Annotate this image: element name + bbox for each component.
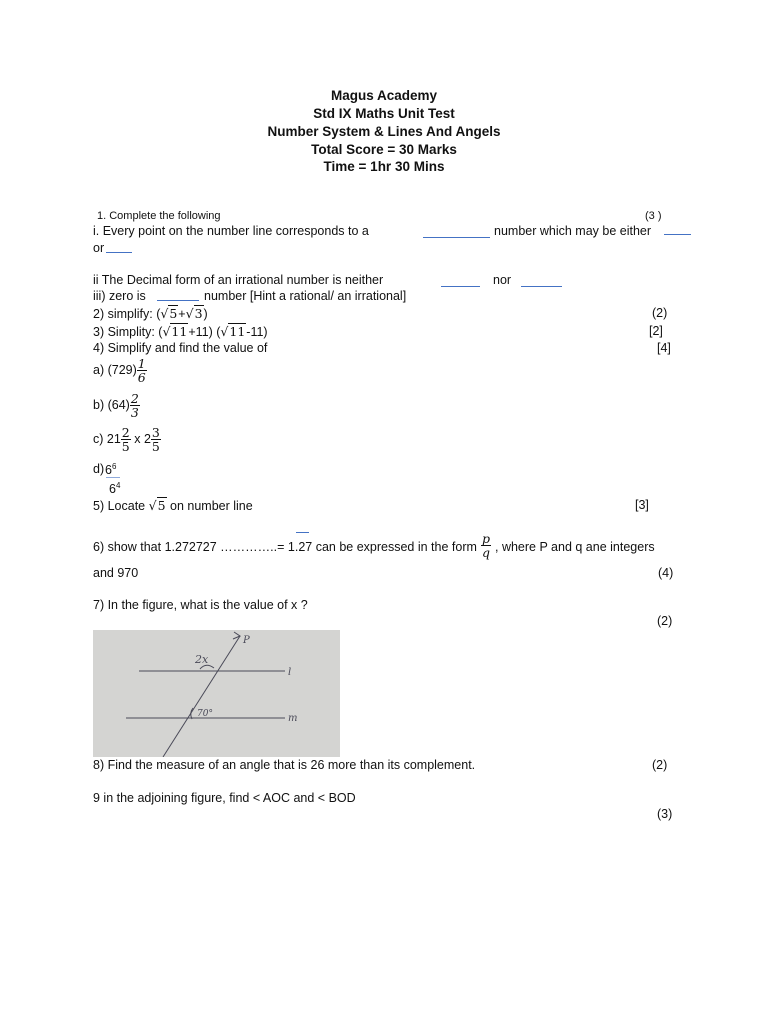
sqrt-icon: √ bbox=[148, 498, 157, 513]
q6-p-over-q bbox=[481, 532, 491, 559]
q1-marks: (3 ) bbox=[645, 210, 662, 222]
parallel-lines-figure bbox=[93, 630, 340, 757]
total-score: Total Score = 30 Marks bbox=[311, 142, 457, 157]
q1-heading: 1. Complete the following bbox=[97, 210, 221, 222]
q4-c-fraction-1 bbox=[121, 426, 131, 453]
q2-close: ) bbox=[203, 307, 208, 321]
q1-i-blank-2[interactable] bbox=[664, 234, 691, 235]
q2-plus: + bbox=[178, 307, 186, 321]
q5-radicand: 5 bbox=[157, 498, 166, 513]
q4-d-label: d) bbox=[93, 462, 105, 476]
q2-marks: (2) bbox=[652, 306, 668, 320]
q1-i-text-a: i. Every point on the number line corresponds to a bbox=[93, 224, 369, 238]
q5-text-a: 5) Locate bbox=[93, 499, 146, 513]
q1-ii-blank-2[interactable] bbox=[521, 286, 562, 287]
sqrt-icon: √ bbox=[185, 306, 194, 321]
q4-d-num-exp: 6 bbox=[111, 462, 117, 471]
q4-b-den: 3 bbox=[130, 405, 139, 421]
q4-c-times: x 2 bbox=[134, 431, 151, 446]
q4-b bbox=[93, 392, 140, 419]
q7-figure-photo bbox=[93, 630, 340, 757]
school-name: Magus Academy bbox=[330, 88, 438, 103]
q4-a-den: 6 bbox=[137, 370, 146, 386]
q3-line bbox=[93, 324, 268, 339]
q1-ii-text-b: nor bbox=[493, 273, 512, 287]
figure-label-2x: 2x bbox=[195, 653, 209, 666]
q3-end: -11) bbox=[246, 325, 268, 339]
q3-mid: +11) ( bbox=[188, 325, 221, 339]
q7-marks: (2) bbox=[657, 614, 673, 628]
q5-text-b: on number line bbox=[170, 499, 253, 513]
q3-radicand-2: 11 bbox=[229, 324, 246, 339]
q3-marks: [2] bbox=[649, 324, 663, 338]
q4-c-den-2: 5 bbox=[151, 439, 160, 455]
test-title: Std IX Maths Unit Test bbox=[313, 106, 455, 121]
q4-d-numerator bbox=[105, 462, 116, 477]
q1-i-blank-1[interactable] bbox=[423, 237, 490, 238]
figure-label-l: l bbox=[288, 667, 292, 678]
sqrt-icon: √ bbox=[160, 306, 169, 321]
q3-radicand-1: 11 bbox=[171, 324, 188, 339]
q4-b-base: b) (64) bbox=[93, 397, 130, 412]
q1-i-text-c: or bbox=[93, 241, 105, 255]
q1-ii-text-a: ii The Decimal form of an irrational number is neither bbox=[93, 273, 384, 287]
test-duration: Time = 1hr 30 Mins bbox=[323, 159, 445, 174]
q4-label: 4) Simplify and find the value of bbox=[93, 341, 268, 355]
q4-d-num-base: 6 bbox=[105, 463, 112, 478]
q1-iii-blank[interactable] bbox=[157, 300, 199, 301]
q4-c-num-2: 3 bbox=[151, 425, 160, 440]
q3-label: 3) Simplity: ( bbox=[93, 325, 163, 339]
q4-a-base: a) (729) bbox=[93, 362, 137, 377]
q1-i-text-b: number which may be either bbox=[494, 224, 652, 238]
q5-line bbox=[93, 498, 253, 513]
q4-a-exponent bbox=[137, 357, 147, 384]
q6-text-b: , where P and q ane integers bbox=[495, 540, 655, 554]
q1-ii-blank-1[interactable] bbox=[441, 286, 480, 287]
q4-c bbox=[93, 426, 161, 453]
q1-iii-text-b: number [Hint a rational/ an irrational] bbox=[204, 289, 407, 303]
q8-marks: (2) bbox=[652, 758, 668, 772]
fraction-bar bbox=[106, 477, 120, 478]
q4-c-fraction-2 bbox=[151, 426, 161, 453]
figure-label-70: 70° bbox=[197, 709, 213, 719]
q4-a-num: 1 bbox=[137, 356, 146, 371]
recurring-bar bbox=[296, 532, 309, 533]
q9-text: 9 in the adjoining figure, find < AOC and < BOD bbox=[93, 791, 356, 805]
q1-iii-text-a: iii) zero is bbox=[93, 289, 146, 303]
q2-radicand-2: 3 bbox=[194, 306, 203, 321]
q2-label: 2) simplify: ( bbox=[93, 307, 161, 321]
q4-d-denominator bbox=[109, 481, 120, 496]
q4-a bbox=[93, 357, 147, 384]
q6-text-c: and 970 bbox=[93, 566, 139, 580]
q4-d-den-exp: 4 bbox=[115, 481, 121, 490]
q6-marks: (4) bbox=[658, 566, 674, 580]
q9-marks: (3) bbox=[657, 807, 673, 821]
figure-label-p: P bbox=[243, 635, 250, 646]
q4-b-num: 2 bbox=[130, 391, 139, 406]
sqrt-icon: √ bbox=[162, 324, 171, 339]
sqrt-icon: √ bbox=[220, 324, 229, 339]
q5-marks: [3] bbox=[635, 498, 649, 512]
q2-line bbox=[93, 306, 208, 321]
q2-radicand-1: 5 bbox=[169, 306, 178, 321]
q4-d-den-base: 6 bbox=[109, 482, 116, 497]
q7-text: 7) In the figure, what is the value of x ? bbox=[93, 598, 308, 612]
q4-marks: [4] bbox=[657, 341, 671, 355]
test-topic: Number System & Lines And Angels bbox=[267, 124, 501, 139]
figure-label-m: m bbox=[288, 713, 298, 724]
q1-i-blank-3[interactable] bbox=[106, 252, 132, 253]
q4-b-exponent bbox=[130, 392, 140, 419]
q4-c-den-1: 5 bbox=[121, 439, 130, 455]
q6-p: p bbox=[482, 531, 491, 546]
q8-text: 8) Find the measure of an angle that is 26 more than its complement. bbox=[93, 758, 476, 772]
q6-q: q bbox=[482, 545, 491, 561]
q6-text-a: 6) show that 1.272727 …………..= 1.27 can be expressed in the form bbox=[93, 540, 477, 554]
q4-c-whole-1: c) 21 bbox=[93, 431, 121, 446]
q4-c-num-1: 2 bbox=[121, 425, 130, 440]
